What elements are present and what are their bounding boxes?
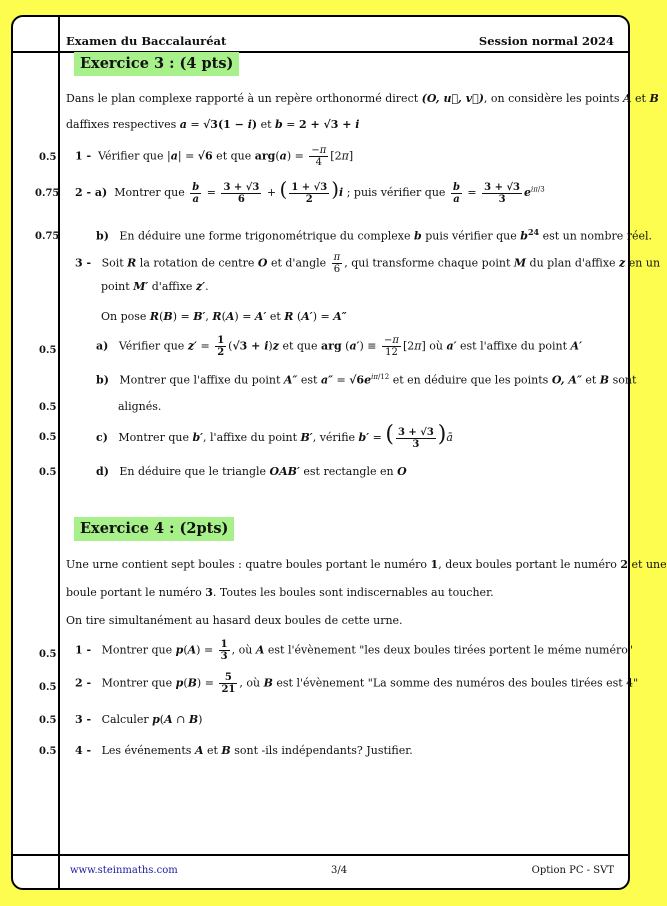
ex4-question-4: 4 - Les événements A et B sont -ils indépendants? Justifier. xyxy=(75,744,413,757)
q2a-number: 2 - a) xyxy=(75,186,108,199)
footer-divider xyxy=(13,854,628,856)
points-q3d: 0.5 xyxy=(39,467,57,478)
ex3-question-2a: 2 - a) Montrer que $\frac{b}{a}$ = $\frac{3 + √3}{6}$ + ( $\frac{1 + √3}{2}$ )i ; puis vérifier que $\frac{b}{a}$ = $\frac{3 + √3}{3}$ $e^{i\pi/3}$ xyxy=(75,177,545,205)
header-session: Session normal 2024 xyxy=(478,34,614,48)
ex3-q3-line3: On pose R(B) = B′, R(A) = A′ et R (A′) = A″ xyxy=(101,310,347,323)
ex3-question-3d: d) En déduire que le triangle OAB′ est rectangle en O xyxy=(96,465,407,478)
ex4-intro-line1: Une urne contient sept boules : quatre boules portant le numéro 1, deux boules portant le numéro 2 et une xyxy=(66,558,667,571)
ex4-q3-number: 3 - xyxy=(75,713,92,726)
q3b-number: b) xyxy=(96,373,109,387)
ex3-intro-line2: daffixes respectives a = √3(1 − i) et b = 2 + √3 + i xyxy=(66,118,360,131)
exercise-4-title: Exercice 4 : (2pts) xyxy=(74,517,234,541)
points-q3a: 0.5 xyxy=(39,345,57,356)
points-ex4-q3: 0.5 xyxy=(39,715,57,726)
points-ex4-q4: 0.5 xyxy=(39,746,57,757)
points-q2a: 0.75 xyxy=(35,188,60,199)
header-title: Examen du Baccalauréat xyxy=(66,34,227,48)
ex3-q3-line2: point M′ d'affixe z′. xyxy=(101,280,209,293)
exam-page xyxy=(11,15,667,890)
points-ex4-q2: 0.5 xyxy=(39,682,57,693)
footer-website-link[interactable]: www.steinmaths.com xyxy=(70,865,178,876)
ex3-question-3a: a) Vérifier que z′ = $\frac{1}{2}$ (√3 + i)z et que arg (a′) ≡ $\frac{-\pi}{12}$ [2π] où a′ est l'affixe du point A′ xyxy=(96,335,582,358)
ex4-q1-number: 1 - xyxy=(75,643,92,657)
q2b-number: b) xyxy=(96,229,109,243)
ex3-intro-line1: Dans le plan complexe rapporté à un repère orthonormé direct (O, u⃗, v⃗), on considère les points A et B xyxy=(66,92,659,105)
ex4-intro-line2: boule portant le numéro 3. Toutes les boules sont indiscernables au toucher. xyxy=(66,586,494,599)
ex3-question-2b: b) En déduire une forme trigonométrique du complexe b puis vérifier que $b^{24}$ est un nombre réel. xyxy=(96,227,653,243)
ex4-q4-number: 4 - xyxy=(75,744,92,757)
ex4-question-1: 1 - Montrer que p(A) = $\frac{1}{3}$ , où A est l'évènement "les deux boules tirées portent le méme numéro" xyxy=(75,639,633,662)
ex4-question-2: 2 - Montrer que p(B) = $\frac{5}{21}$ , où B est l'évènement "La somme des numéros des boules tirées est 4" xyxy=(75,672,639,695)
ex3-question-3b: b) Montrer que l'affixe du point A″ est $a'' = √6e^{i\pi/12}$ et en déduire que les points O, A″ et B sont xyxy=(96,373,637,387)
ex4-q2-number: 2 - xyxy=(75,676,92,690)
ex3-question-3c: c) Montrer que b′, l'affixe du point B′, vérifie b′ = ( $\frac{3 + √3}{3}$ )ā xyxy=(96,422,453,450)
footer-page-number: 3/4 xyxy=(331,865,348,876)
ex3-question-3: 3 - Soit R la rotation de centre O et d'angle $\frac{\pi}{6}$ , qui transforme chaque point M du plan d'affixe z en un xyxy=(75,252,661,275)
points-q1: 0.5 xyxy=(39,152,57,163)
points-q3c: 0.5 xyxy=(39,432,57,443)
ex4-intro-line3: On tire simultanément au hasard deux boules de cette urne. xyxy=(66,614,403,627)
points-q3b: 0.5 xyxy=(39,402,57,413)
q3c-number: c) xyxy=(96,431,108,444)
q1-number: 1 - xyxy=(75,149,92,163)
ex3-question-1: 1 - Vérifier que |a| = √6 et que arg(a) = $\frac{-\pi}{4}$ [2π] xyxy=(75,145,354,168)
margin-line xyxy=(58,17,60,888)
q3-number: 3 - xyxy=(75,256,92,270)
q3a-number: a) xyxy=(96,339,109,353)
ex4-question-3: 3 - Calculer p(A ∩ B) xyxy=(75,713,203,726)
points-q2b: 0.75 xyxy=(35,231,60,242)
ex3-q3b-line2: alignés. xyxy=(118,400,162,413)
points-ex4-q1: 0.5 xyxy=(39,649,57,660)
footer-option: Option PC - SVT xyxy=(531,865,614,876)
exercise-3-title: Exercice 3 : (4 pts) xyxy=(74,52,239,76)
q3d-number: d) xyxy=(96,465,109,478)
